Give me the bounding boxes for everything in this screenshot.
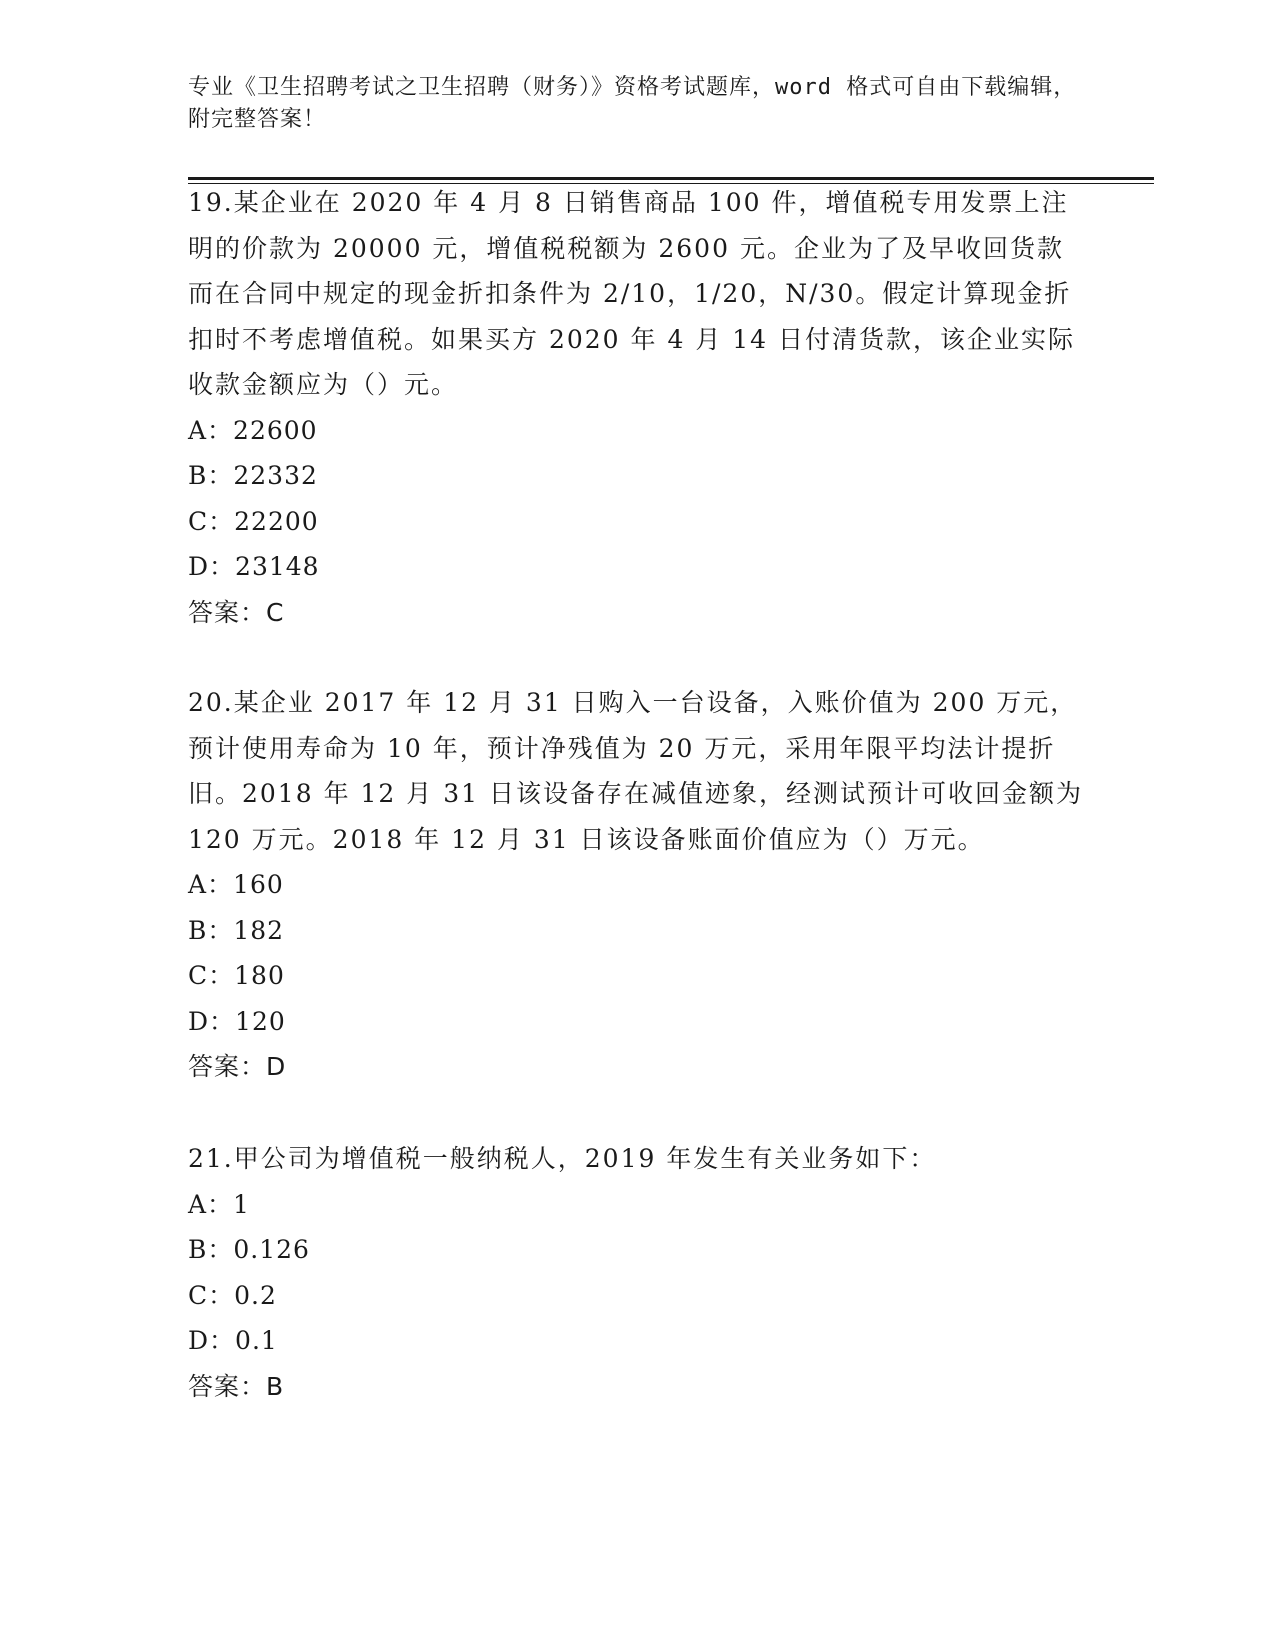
answer-line: 答案：C <box>188 597 285 627</box>
option-d: D：0.1 <box>188 1326 278 1355</box>
option-b: B：182 <box>188 915 285 945</box>
option-c: C：180 <box>188 961 285 990</box>
question-stem: 20.某企业 2017 年 12 月 31 日购入一台设备，入账价值为 200 万元，预计使用寿命为 10 年，预计净残值为 20 万元，采用年限平均法计提折旧。2018 年 12 月 31 日该设备存在减值迹象，经测试预计可收回金额为 120 万元。2018 年 12 月 31 日该设备账面价值应为（）万元。 <box>188 688 1083 854</box>
option-d: D：120 <box>188 1006 286 1036</box>
option-a: A：1 <box>188 1189 250 1219</box>
answer-line: 答案：B <box>188 1371 285 1401</box>
question-20 <box>188 680 1088 1090</box>
question-19 <box>188 180 1088 635</box>
option-c: C：0.2 <box>188 1280 277 1310</box>
option-d: D：23148 <box>188 552 320 581</box>
option-a: A：160 <box>188 870 284 899</box>
option-b: B：0.126 <box>188 1235 310 1264</box>
option-a: A：22600 <box>188 415 318 445</box>
document-header: 专业《卫生招聘考试之卫生招聘（财务）》资格考试题库，word 格式可自由下载编辑，附完整答案！ <box>188 75 1077 132</box>
option-c: C：22200 <box>188 506 319 536</box>
answer-line: 答案：D <box>188 1052 287 1081</box>
question-stem: 19.某企业在 2020 年 4 月 8 日销售商品 100 件，增值税专用发票上注明的价款为 20000 元，增值税税额为 2600 元。企业为了及早收回货款而在合同中规定的现金折扣条件为 2/10，1/20，N/30。假定计算现金折扣时不考虑增值税。如果买方 2020 年 4 月 14 日付清货款，该企业实际收款金额应为（）元。 <box>188 188 1076 399</box>
option-b: B：22332 <box>188 461 318 490</box>
question-21 <box>188 1136 1088 1409</box>
question-stem: 21.甲公司为增值税一般纳税人，2019 年发生有关业务如下： <box>188 1144 937 1173</box>
